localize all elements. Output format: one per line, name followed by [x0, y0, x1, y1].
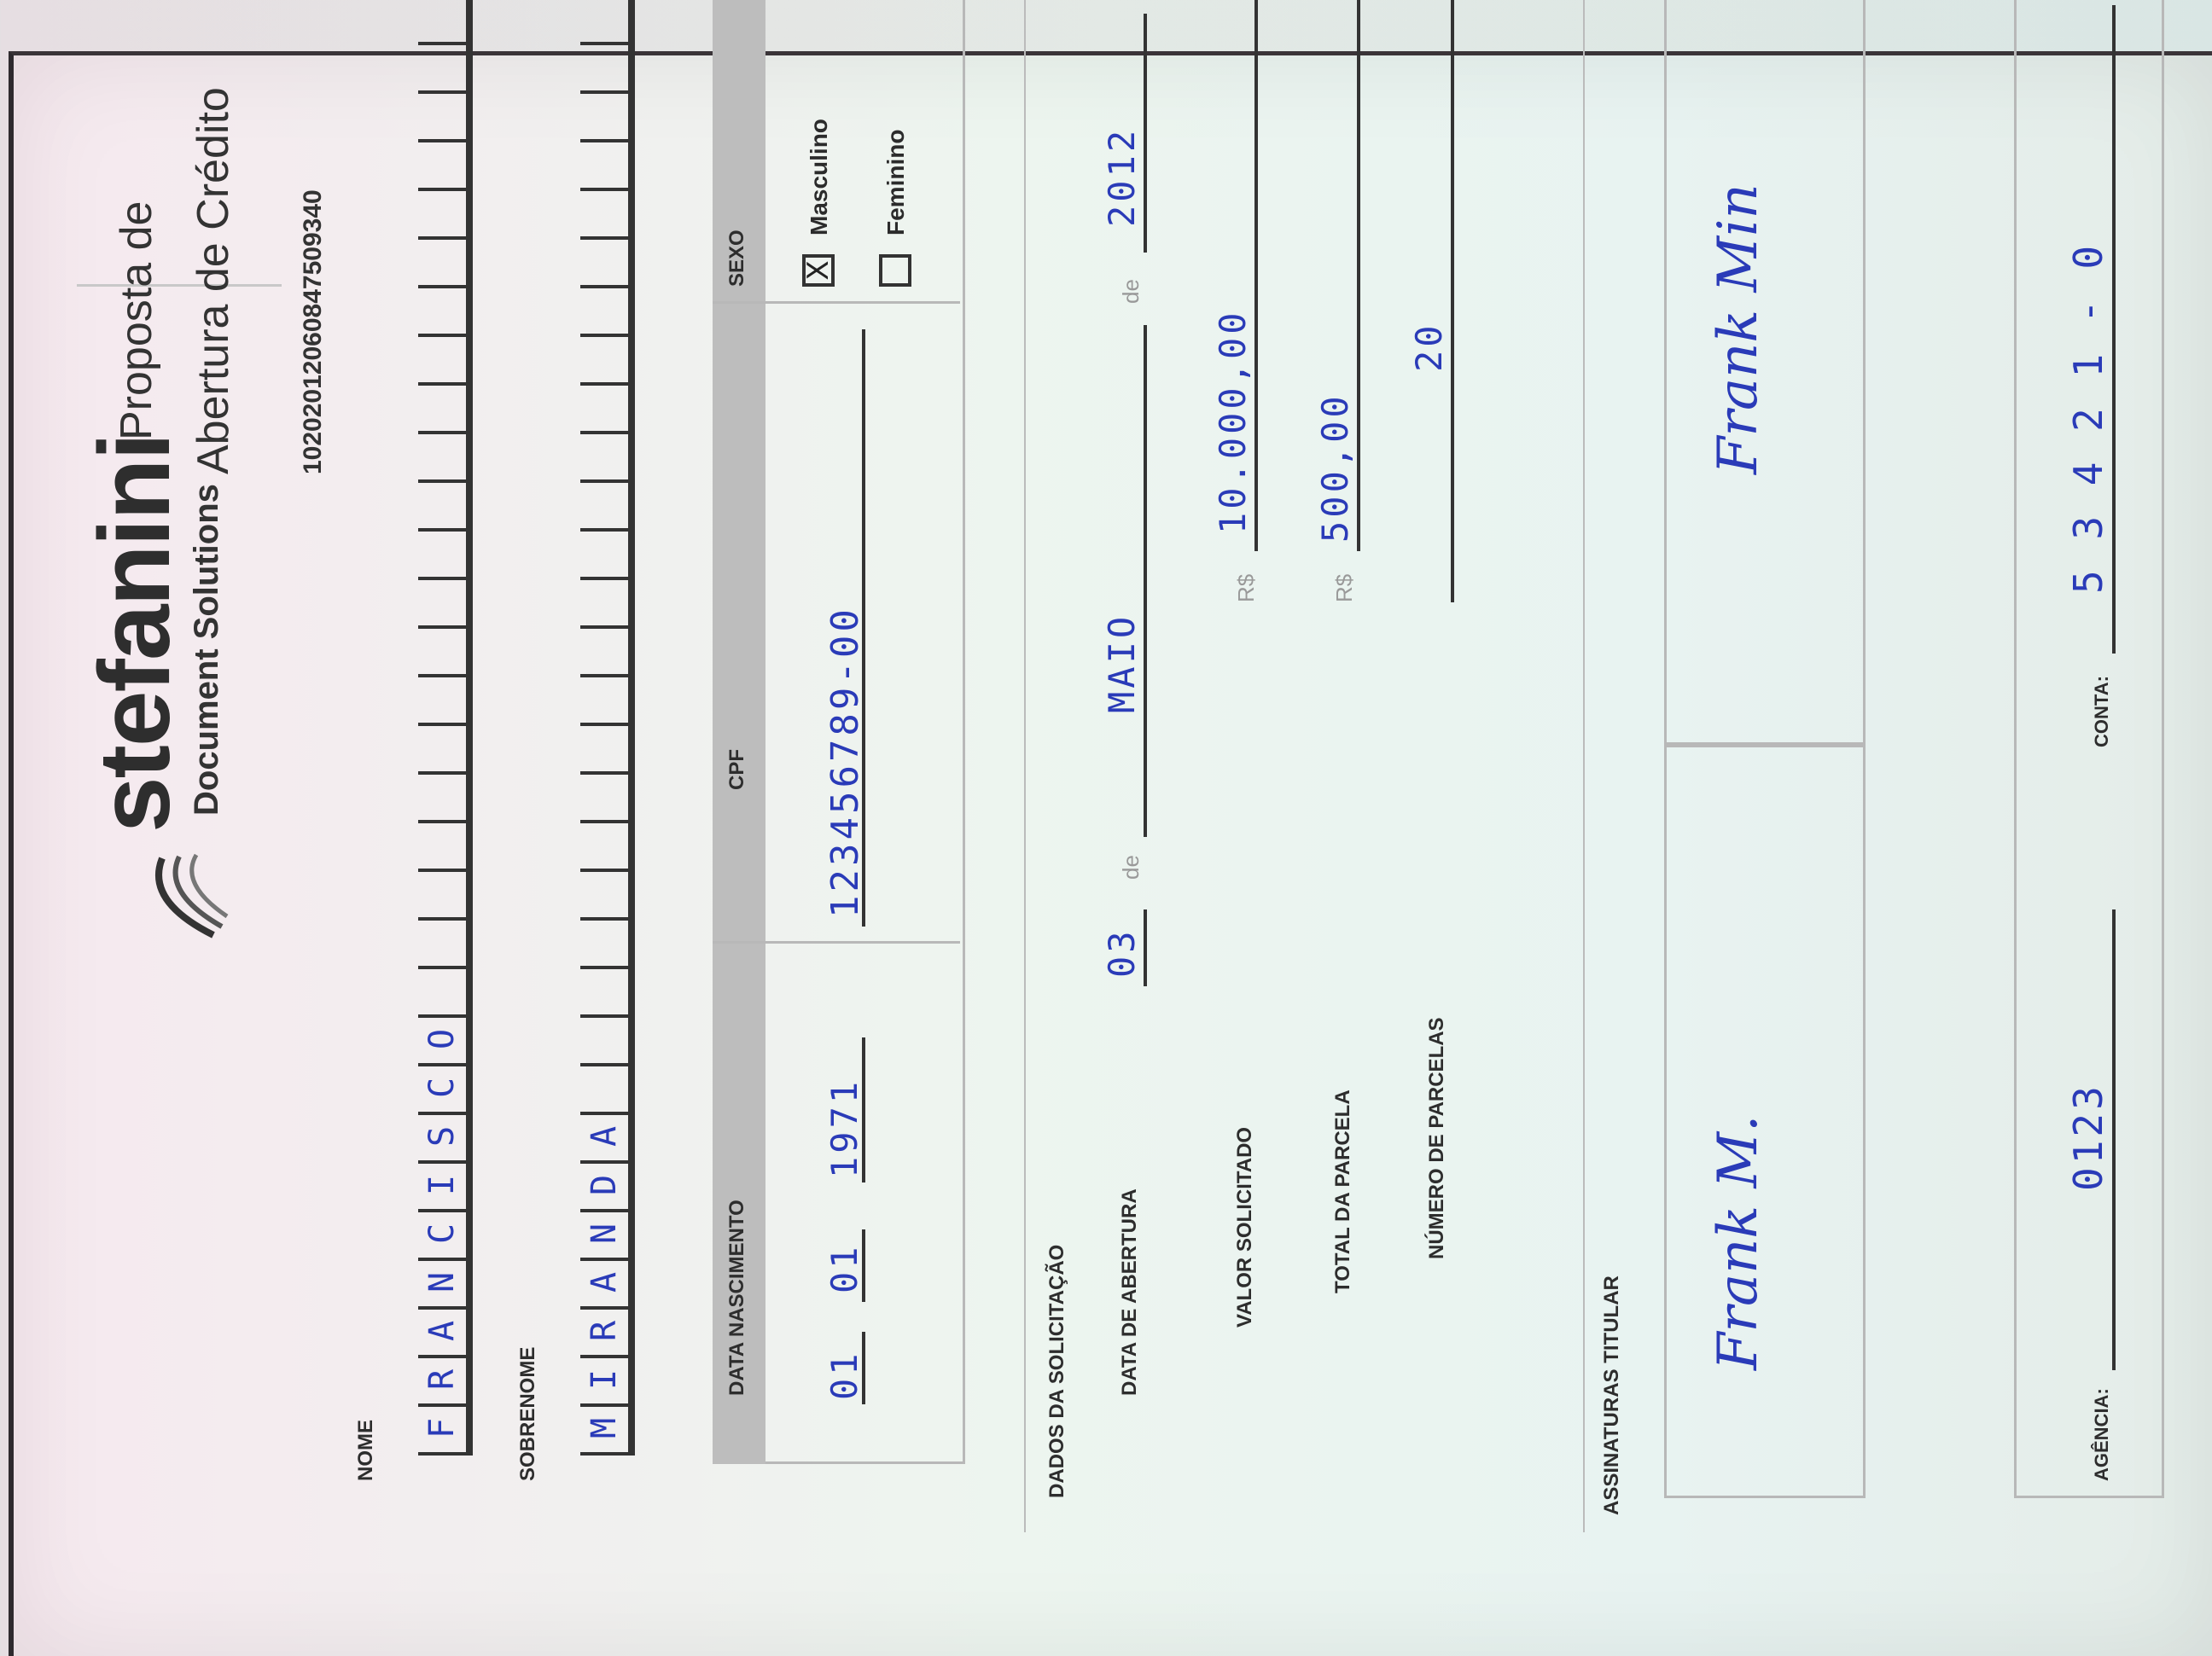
- nome-empty-box: [418, 772, 469, 823]
- valor-currency: R$: [1233, 573, 1259, 602]
- nome-empty-box: [418, 140, 469, 191]
- birth-day: 01: [824, 1350, 865, 1400]
- section-divider-sign: [1583, 0, 1585, 1532]
- signature-1: Frank M.: [1707, 1114, 1770, 1370]
- solicitacao-section-label: DADOS DA SOLICITAÇÃO: [1045, 1244, 1068, 1498]
- stefanini-logo-icon: [128, 850, 230, 952]
- nome-empty-box: [418, 0, 469, 45]
- signature-2: Frank Min: [1707, 183, 1770, 474]
- sobrenome-empty-box: [580, 43, 632, 94]
- panel-divider-2: [713, 301, 960, 304]
- brand-logo: [128, 850, 230, 952]
- nome-letter: S: [418, 1113, 469, 1164]
- conta-line: [2112, 5, 2116, 654]
- nome-letter: C: [418, 1210, 469, 1261]
- sobrenome-empty-box: [580, 821, 632, 872]
- nome-empty-box: [418, 91, 469, 142]
- nome-empty-box: [418, 480, 469, 532]
- nome-empty-box: [418, 237, 469, 288]
- assinaturas-section-label: ASSINATURAS TITULAR: [1600, 1275, 1623, 1515]
- birth-year-line: [862, 1037, 865, 1182]
- total-parcela-label: TOTAL DA PARCELA: [1331, 1089, 1354, 1293]
- total-parcela-value: 500,00: [1314, 392, 1356, 543]
- sobrenome-empty-box: [580, 383, 632, 434]
- sexo-label: SEXO: [725, 230, 748, 287]
- nome-empty-box: [418, 432, 469, 483]
- sobrenome-empty-box: [580, 140, 632, 191]
- sobrenome-letter: M: [580, 1404, 632, 1456]
- parcelas-line: [1451, 0, 1454, 602]
- sobrenome-letter: A: [580, 1258, 632, 1310]
- sobrenome-letter: I: [580, 1356, 632, 1407]
- nome-letter: R: [418, 1356, 469, 1407]
- cpf-value: 123456789-00: [824, 606, 867, 918]
- sobrenome-empty-box: [580, 529, 632, 580]
- masculino-label: Masculino: [806, 119, 832, 235]
- sobrenome-empty-box: [580, 578, 632, 629]
- nome-empty-box: [418, 383, 469, 434]
- feminino-checkbox[interactable]: [879, 254, 911, 287]
- abertura-year: 2012: [1101, 126, 1143, 227]
- nome-empty-box: [418, 723, 469, 775]
- agencia-value: 0123: [2065, 1083, 2111, 1191]
- abertura-day: 03: [1101, 927, 1143, 978]
- valor-solicitado-value: 10.000,00: [1212, 309, 1254, 534]
- form-title-line2: Abertura de Crédito: [189, 87, 238, 474]
- sobrenome-empty-box: [580, 286, 632, 337]
- sobrenome-empty-box: [580, 869, 632, 921]
- abertura-de-1: de: [1118, 855, 1144, 880]
- abertura-de-2: de: [1118, 279, 1144, 304]
- sobrenome-letter: A: [580, 1113, 632, 1164]
- sobrenome-empty-box: [580, 0, 632, 45]
- brand-name: stefanini: [79, 433, 191, 833]
- sobrenome-letter: R: [580, 1307, 632, 1358]
- nome-letter: F: [418, 1404, 469, 1456]
- masculino-checkbox[interactable]: X: [802, 254, 835, 287]
- birth-month: 01: [824, 1243, 865, 1293]
- numero-parcelas-value: 20: [1408, 322, 1450, 372]
- sobrenome-empty-box: [580, 1015, 632, 1066]
- sobrenome-empty-box: [580, 237, 632, 288]
- brand-subtitle: Document Solutions: [188, 484, 225, 816]
- nome-empty-box: [418, 967, 469, 1018]
- numero-parcelas-label: NÚMERO DE PARCELAS: [1425, 1017, 1448, 1259]
- sobrenome-empty-box: [580, 626, 632, 677]
- sobrenome-empty-box: [580, 189, 632, 240]
- nome-empty-box: [418, 626, 469, 677]
- data-abertura-label: DATA DE ABERTURA: [1118, 1188, 1141, 1396]
- nome-empty-box: [418, 821, 469, 872]
- valor-line: [1254, 0, 1258, 551]
- nome-empty-box: [418, 334, 469, 386]
- sobrenome-empty-box: [580, 480, 632, 532]
- sobrenome-empty-box: [580, 723, 632, 775]
- nome-empty-box: [418, 675, 469, 726]
- sobrenome-empty-box: [580, 675, 632, 726]
- sobrenome-empty-box: [580, 918, 632, 969]
- agencia-line: [2112, 909, 2116, 1370]
- sobrenome-empty-box: [580, 967, 632, 1018]
- conta-label: CONTA:: [2091, 676, 2112, 747]
- nome-letter: C: [418, 1064, 469, 1115]
- nome-empty-box: [418, 578, 469, 629]
- nome-letter: N: [418, 1258, 469, 1310]
- agencia-label: AGÊNCIA:: [2091, 1388, 2112, 1481]
- cpf-label: CPF: [725, 749, 748, 790]
- form-barcode-number: 1020201206084750934​0: [299, 189, 327, 474]
- nome-letter: A: [418, 1307, 469, 1358]
- form-title-line1: Proposta de: [112, 200, 161, 440]
- nome-empty-box: [418, 918, 469, 969]
- birth-year: 1971: [824, 1078, 865, 1178]
- abertura-year-line: [1144, 14, 1147, 253]
- nome-letter: I: [418, 1161, 469, 1212]
- feminino-label: Feminino: [882, 129, 909, 235]
- panel-divider-1: [713, 941, 960, 944]
- cpf-line: [862, 329, 865, 927]
- sobrenome-empty-box: [580, 334, 632, 386]
- sobrenome-letter: N: [580, 1210, 632, 1261]
- sobrenome-empty-box: [580, 432, 632, 483]
- nome-empty-box: [418, 286, 469, 337]
- nome-empty-box: [418, 189, 469, 240]
- sobrenome-empty-box: [580, 772, 632, 823]
- sobrenome-empty-box: [580, 91, 632, 142]
- sobrenome-letter: D: [580, 1161, 632, 1212]
- account-box: [2014, 0, 2164, 1498]
- header-divider: [77, 284, 282, 287]
- parcela-line: [1357, 0, 1360, 551]
- sobrenome-boxes: [580, 0, 635, 1456]
- nome-empty-box: [418, 43, 469, 94]
- nome-boxes: [418, 0, 473, 1456]
- abertura-day-line: [1144, 909, 1147, 986]
- sobrenome-empty-box: [580, 1064, 632, 1115]
- abertura-month-line: [1144, 325, 1147, 837]
- nome-empty-box: [418, 529, 469, 580]
- nome-empty-box: [418, 869, 469, 921]
- birth-month-line: [862, 1229, 865, 1302]
- abertura-month: MAIO: [1101, 613, 1143, 713]
- conta-value: 5 3 4 2 1 - 0: [2065, 241, 2111, 594]
- birth-day-line: [862, 1332, 865, 1404]
- sobrenome-label: SOBRENOME: [516, 1346, 539, 1481]
- nome-label: NOME: [354, 1420, 377, 1481]
- data-nascimento-label: DATA NASCIMENTO: [725, 1200, 748, 1396]
- section-divider-top: [1024, 0, 1026, 1532]
- nome-letter: O: [418, 1015, 469, 1066]
- valor-solicitado-label: VALOR SOLICITADO: [1233, 1126, 1256, 1328]
- parcela-currency: R$: [1331, 573, 1357, 602]
